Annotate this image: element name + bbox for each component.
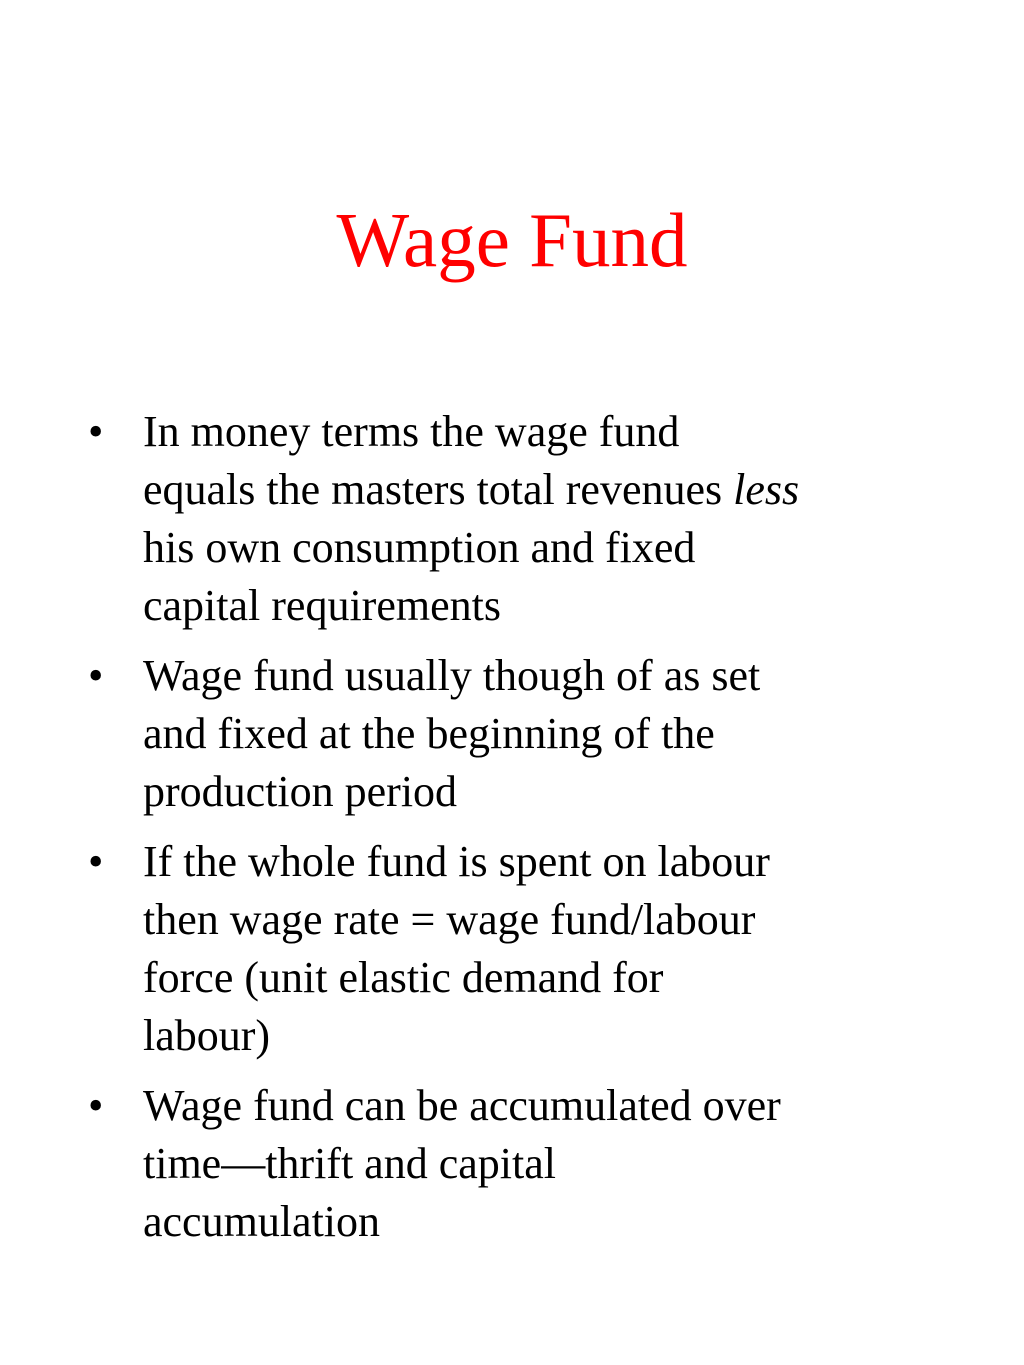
- bullet-marker: •: [88, 651, 104, 700]
- bullet-1-line-1: In money terms the wage fund: [143, 407, 680, 456]
- bullet-2-line-2: and fixed at the beginning of the: [143, 709, 715, 758]
- bullet-item-3: [0, 833, 1024, 1065]
- bullet-3-line-2: then wage rate = wage fund/labour: [143, 895, 756, 944]
- bullet-list: [0, 403, 1024, 1263]
- bullet-marker: •: [88, 407, 104, 456]
- bullet-4-line-1: Wage fund can be accumulated over: [143, 1081, 781, 1130]
- bullet-item-1: [0, 403, 1024, 635]
- bullet-1-line-4: capital requirements: [143, 581, 501, 630]
- bullet-4-line-3: accumulation: [143, 1197, 381, 1246]
- bullet-2-line-3: production period: [143, 767, 458, 816]
- bullet-1-line-2: [143, 461, 964, 519]
- bullet-marker: •: [88, 837, 104, 886]
- bullet-1-line-2-text: equals the masters total revenues: [143, 465, 734, 514]
- bullet-2-line-1: Wage fund usually though of as set: [143, 651, 761, 700]
- bullet-3-line-4: labour): [143, 1011, 271, 1060]
- bullet-item-4: [0, 1077, 1024, 1251]
- bullet-1-emphasis: less: [733, 465, 800, 514]
- bullet-1-line-3: his own consumption and fixed: [143, 523, 696, 572]
- slide-title: Wage Fund: [336, 197, 688, 283]
- bullet-item-2: [0, 647, 1024, 821]
- bullet-3-line-1: If the whole fund is spent on labour: [143, 837, 770, 886]
- bullet-3-line-3: force (unit elastic demand for: [143, 953, 664, 1002]
- bullet-marker: •: [88, 1081, 104, 1130]
- bullet-4-line-2: time—thrift and capital: [143, 1139, 556, 1188]
